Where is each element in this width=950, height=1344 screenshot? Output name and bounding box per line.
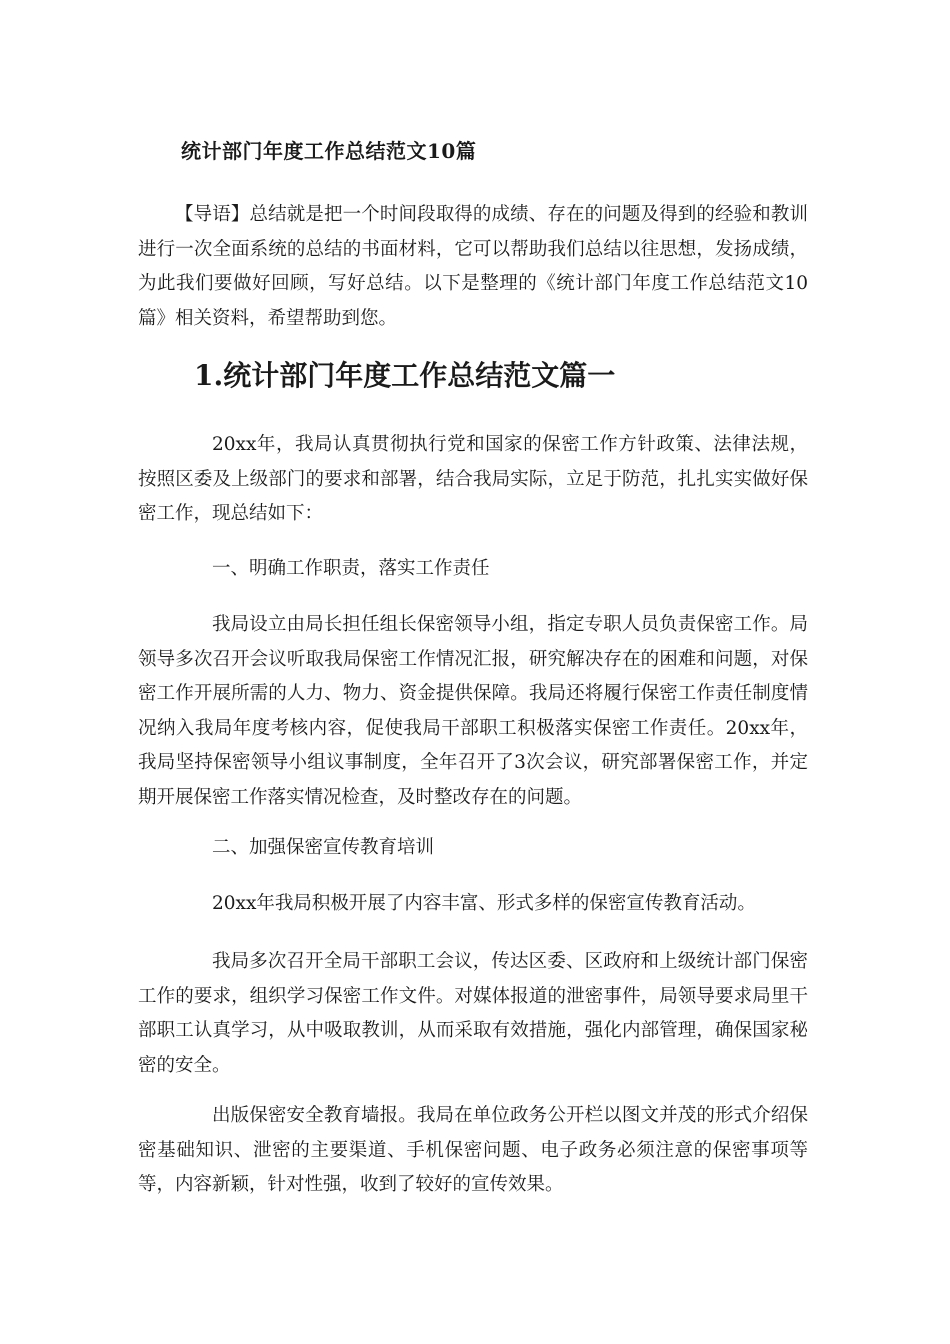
document-title: 统计部门年度工作总结范文10篇 [181, 139, 477, 163]
paragraph-wall-newspaper: 出版保密安全教育墙报。我局在单位政务公开栏以图文并茂的形式介绍保密基础知识、泄密的主要渠道、手机保密问题、电子政务必须注意的保密事项等等，内容新颖，针对性强，收到了较好的宣传效果。 [138, 1105, 808, 1195]
paragraph-education-intro: 20xx年我局积极开展了内容丰富、形式多样的保密宣传教育活动。 [212, 893, 756, 914]
paragraph-responsibility: 我局设立由局长担任组长保密领导小组，指定专职人员负责保密工作。局领导多次召开会议听取我局保密工作情况汇报，研究解决存在的困难和问题，对保密工作开展所需的人力、物力、资金提供保障。我局还将履行保密工作责任制度情况纳入我局年度考核内容，促使我局干部职工积极落实保密工作责任。20xx年，我局坚持保密领导小组议事制度，全年召开了3次会议，研究部署保密工作，并定期开展保密工作落实情况检查，及时整改存在的问题。 [138, 614, 808, 808]
section-heading: 1.统计部门年度工作总结范文篇一 [194, 359, 616, 392]
sub-heading-education: 二、加强保密宣传教育培训 [212, 837, 435, 858]
paragraph-opening: 20xx年，我局认真贯彻执行党和国家的保密工作方针政策、法律法规，按照区委及上级部门的要求和部署，结合我局实际，立足于防范，扎扎实实做好保密工作，现总结如下： [138, 434, 808, 524]
paragraph-meetings: 我局多次召开全局干部职工会议，传达区委、区政府和上级统计部门保密工作的要求，组织学习保密工作文件。对媒体报道的泄密事件，局领导要求局里干部职工认真学习，从中吸取教训，从而采取有效措施，强化内部管理，确保国家秘密的安全。 [138, 951, 808, 1076]
sub-heading-responsibility: 一、明确工作职责，落实工作责任 [212, 558, 490, 579]
intro-paragraph: 【导语】总结就是把一个时间段取得的成绩、存在的问题及得到的经验和教训进行一次全面系统的总结的书面材料，它可以帮助我们总结以往思想，发扬成绩，为此我们要做好回顾，写好总结。以下是整理的《统计部门年度工作总结范文10篇》相关资料，希望帮助到您。 [138, 204, 808, 329]
